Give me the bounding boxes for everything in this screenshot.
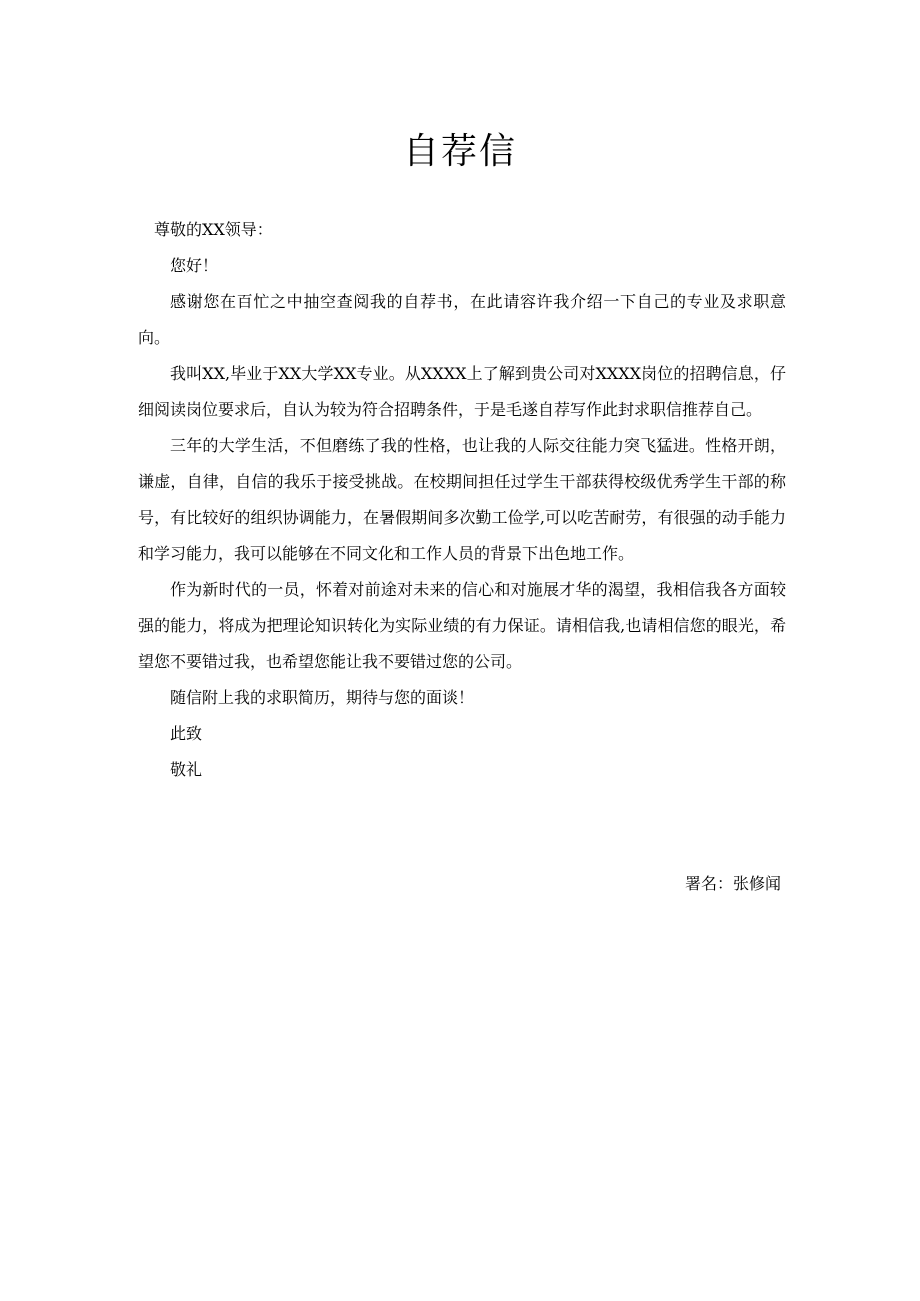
closing-line: 此致 bbox=[170, 724, 203, 743]
attachment-paragraph: 随信附上我的求职简历，期待与您的面谈！ bbox=[170, 688, 475, 707]
signature: 署名：张修闻 bbox=[684, 874, 781, 893]
regards-line: 敬礼 bbox=[170, 760, 203, 779]
greeting-paragraph: 您好！ bbox=[170, 256, 219, 275]
salutation: 尊敬的XX领导： bbox=[154, 220, 273, 239]
letter-title: 自荐信 bbox=[402, 131, 517, 172]
letter-body bbox=[138, 212, 786, 788]
thanks-paragraph: 感谢您在百忙之中抽空查阅我的自荐书，在此请容许我介绍一下自己的专业及求职意向。 bbox=[138, 292, 786, 347]
introduction-paragraph: 我叫XX,毕业于XX大学XX专业。从XXXX上了解到贵公司对XXXX岗位的招聘信息，仔细阅读岗位要求后，自认为较为符合招聘条件，于是毛遂自荐写作此封求职信推荐自己。 bbox=[138, 364, 786, 419]
experience-paragraph: 三年的大学生活，不但磨练了我的性格，也让我的人际交往能力突飞猛进。性格开朗，谦虚，自律，自信的我乐于接受挑战。在校期间担任过学生干部获得校级优秀学生干部的称号，有比较好的组织协调能力，在暑假期间多次勤工俭学,可以吃苦耐劳，有很强的动手能力和学习能力，我可以能够在不同文化和工作人员的背景下出色地工作。 bbox=[138, 436, 786, 563]
confidence-paragraph: 作为新时代的一员，怀着对前途对未来的信心和对施展才华的渴望，我相信我各方面较强的能力，将成为把理论知识转化为实际业绩的有力保证。请相信我,也请相信您的眼光，希望您不要错过我，也希望您能让我不要错过您的公司。 bbox=[138, 580, 786, 671]
